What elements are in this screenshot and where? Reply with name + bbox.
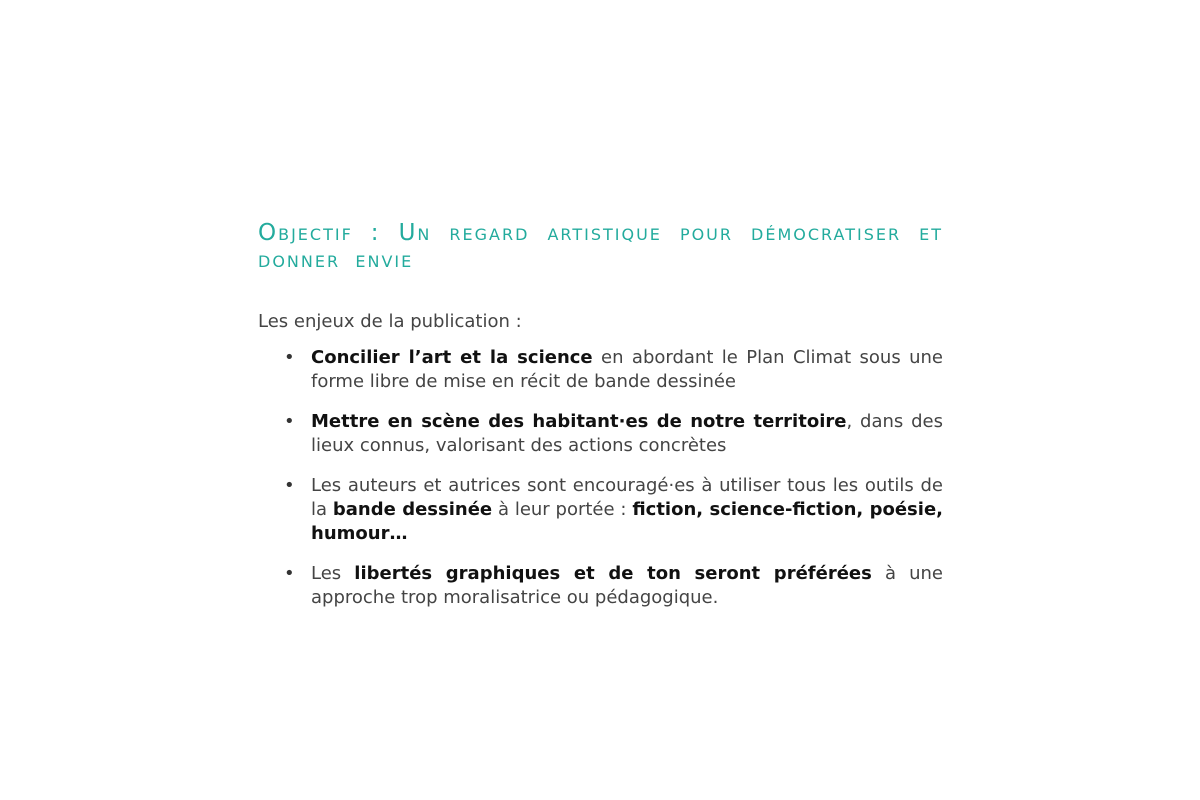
issues-list [258,346,943,610]
item-text: à leur portée : [492,499,633,520]
document-page [258,220,943,626]
bullet-icon: • [284,563,295,584]
list-item-inhabitants [258,410,943,458]
list-item-authors [258,474,943,546]
emphasis-text: bande dessinée [332,499,493,520]
emphasis-text: Mettre en scène des habitant·es de notre territoire [311,411,847,432]
item-text: , dans des lieux connus, valorisant des actions concrètes [311,411,944,456]
bullet-icon: • [284,475,295,496]
bullet-icon: • [284,411,295,432]
item-text: à une approche trop moralisatrice ou pédagogique. [311,563,943,608]
emphasis-text: fiction, science-fiction, poésie, humour… [311,499,943,544]
bullet-icon: • [284,347,295,368]
list-item-art-science [258,346,943,394]
item-text: Les [311,563,355,584]
intro-text: Les enjeux de la publication : [258,311,522,332]
item-text: Les auteurs et autrices sont encouragé·es à utiliser tous les outils de la [311,475,943,520]
section-title: Objectif : Un regard artistique pour démocratiser et donner envie [258,220,943,273]
list-item-graphic-freedom [258,562,943,610]
emphasis-text: libertés graphiques et de ton seront préférées [354,563,872,584]
item-text: en abordant le Plan Climat sous une forme libre de mise en récit de bande dessinée [311,347,943,392]
emphasis-text: Concilier l’art et la science [311,347,593,368]
